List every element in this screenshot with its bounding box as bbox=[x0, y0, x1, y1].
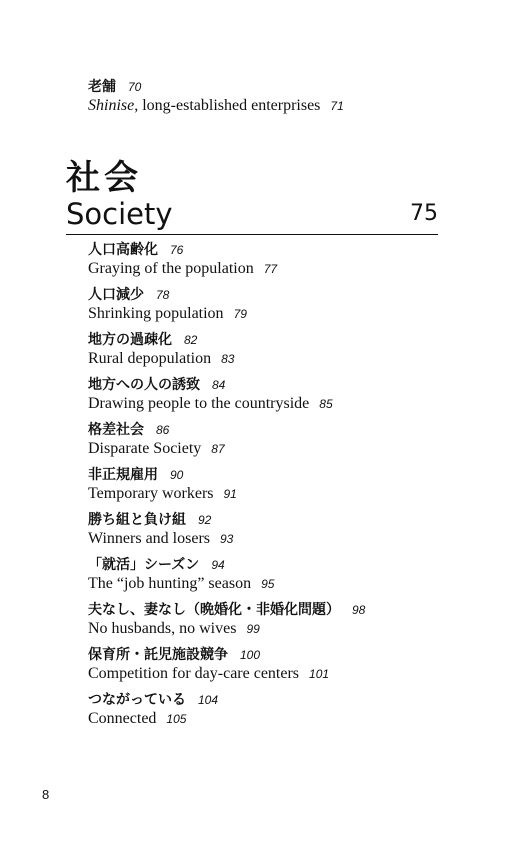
section-divider bbox=[66, 234, 438, 235]
page-number: 82 bbox=[184, 333, 198, 347]
toc-entry: 夫なし、妻なし（晩婚化・非婚化問題） 98 No husbands, no wives 99 bbox=[88, 602, 366, 637]
toc-entry-jp: 老舗 70 bbox=[88, 79, 142, 95]
page-number: 87 bbox=[211, 442, 225, 456]
section-title-jp: 社会 bbox=[66, 158, 142, 198]
page-number: 93 bbox=[220, 532, 234, 546]
page-number: 95 bbox=[261, 577, 275, 591]
toc-entry-en: Shinise, long-established enterprises 71 bbox=[88, 97, 344, 114]
page-number: 84 bbox=[212, 378, 226, 392]
page-number: 85 bbox=[319, 397, 333, 411]
page-number: 78 bbox=[156, 288, 170, 302]
section-title-en: Society bbox=[66, 197, 173, 231]
page-number: 77 bbox=[263, 262, 278, 276]
page-number: 71 bbox=[330, 99, 344, 113]
toc-entry: 人口減少 78 Shrinking population 79 bbox=[88, 287, 247, 322]
page-number: 99 bbox=[246, 622, 260, 636]
section-page-number: 75 bbox=[410, 201, 438, 226]
toc-entry: 勝ち組と負け組 92 Winners and losers 93 bbox=[88, 512, 234, 547]
page-number: 79 bbox=[233, 307, 247, 321]
toc-entry: 保育所・託児施設競争 100 Competition for day-care centers 101 bbox=[88, 647, 330, 682]
toc-entry: 非正規雇用 90 Temporary workers 91 bbox=[88, 467, 237, 502]
toc-entry-shinise bbox=[88, 78, 344, 116]
page-number: 92 bbox=[198, 513, 212, 527]
page-number: 90 bbox=[170, 468, 184, 482]
page-number: 76 bbox=[170, 243, 184, 257]
page-number: 91 bbox=[223, 487, 237, 501]
toc-entry: 格差社会 86 Disparate Society 87 bbox=[88, 422, 225, 457]
toc-entry: つながっている 104 Connected 105 bbox=[88, 692, 219, 727]
page-number: 105 bbox=[166, 712, 187, 726]
toc-entry: 地方の過疎化 82 Rural depopulation 83 bbox=[88, 332, 235, 367]
page-number: 94 bbox=[211, 558, 225, 572]
page-number: 100 bbox=[240, 648, 261, 662]
toc-entry: 「就活」シーズン 94 The “job hunting” season 95 bbox=[88, 557, 275, 592]
page-number: 104 bbox=[198, 693, 219, 707]
page-number: 83 bbox=[221, 352, 235, 366]
toc-entry: 人口高齢化 76 Graying of the population 77 bbox=[88, 242, 278, 277]
page-number: 70 bbox=[128, 80, 142, 94]
toc-entry: 地方への人の誘致 84 Drawing people to the countryside 85 bbox=[88, 377, 333, 412]
page-number: 86 bbox=[156, 423, 170, 437]
page-number: 101 bbox=[309, 667, 330, 681]
page-number: 98 bbox=[352, 603, 366, 617]
folio-page-number: 8 bbox=[42, 787, 50, 802]
